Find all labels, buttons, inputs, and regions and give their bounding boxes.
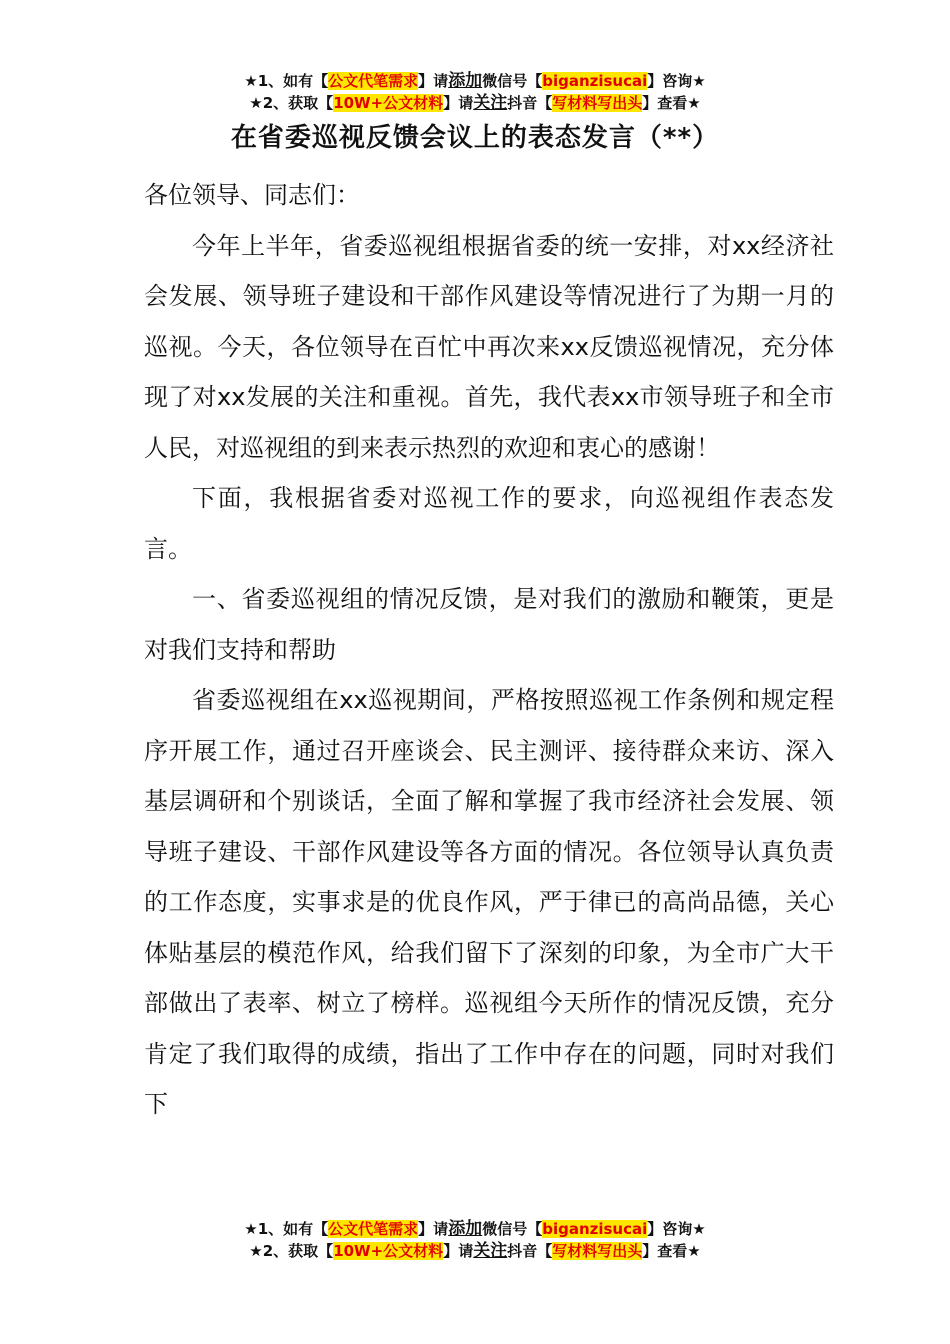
promo-line-1-prefix: ★1、如有【 [244,72,329,90]
promo-line-1-suffix: 】咨询★ [647,72,706,90]
promo-line-2-emphasis: 关注 [473,1241,508,1261]
paragraph: 今年上半年，省委巡视组根据省委的统一安排，对xx经济社会发展、领导班子建设和干部作风建设等情况进行了为期一月的巡视。今天，各位领导在百忙中再次来xx反馈巡视情况，充分体现了对xx发展的关注和重视。首先，我代表xx市领导班子和全市人民，对巡视组的到来表示热烈的欢迎和衷心的感谢！ [144,231,834,462]
promo-line-2-douyin-id: 写材料写出头 [552,1242,643,1260]
promo-line-1-mid2: 微信号【 [482,1220,543,1238]
promo-line-1-mid: 】请 [418,1220,449,1238]
promo-line-2 [0,92,950,114]
promo-line-2-suffix: 】查看★ [642,94,701,112]
promo-line-2-mid: 】请 [443,1242,474,1260]
promo-line-2-highlight-materials: 10W+公文材料 [333,94,444,112]
promo-line-2-emphasis: 关注 [473,93,508,113]
promo-line-1-wechat-id: biganzisucai [542,1220,648,1238]
promo-line-1-mid2: 微信号【 [482,72,543,90]
promo-line-2-suffix: 】查看★ [642,1242,701,1260]
promo-line-1-emphasis: 添加 [448,1219,483,1239]
promo-line-1-highlight-service: 公文代笔需求 [328,1220,419,1238]
promo-line-2-highlight-materials: 10W+公文材料 [333,1242,444,1260]
promo-line-1 [0,1218,950,1240]
bottom-promo-banner [0,1218,950,1262]
document-body [144,170,834,1130]
document-title: 在省委巡视反馈会议上的表态发言（**） [230,123,720,153]
promo-line-2-prefix: ★2、获取【 [249,94,334,112]
promo-line-1 [0,70,950,92]
greeting: 各位领导、同志们： [144,181,360,209]
promo-line-1-mid: 】请 [418,72,449,90]
promo-line-2 [0,1240,950,1262]
promo-line-1-suffix: 】咨询★ [647,1220,706,1238]
top-promo-banner [0,70,950,114]
promo-line-1-emphasis: 添加 [448,71,483,91]
promo-line-1-wechat-id: biganzisucai [542,72,648,90]
promo-line-2-mid: 】请 [443,94,474,112]
promo-line-2-mid2: 抖音【 [507,1242,553,1260]
section-heading: 一、省委巡视组的情况反馈，是对我们的激励和鞭策，更是对我们支持和帮助 [144,585,834,664]
promo-line-1-prefix: ★1、如有【 [244,1220,329,1238]
paragraph: 下面，我根据省委对巡视工作的要求，向巡视组作表态发言。 [144,484,834,563]
promo-line-2-prefix: ★2、获取【 [249,1242,334,1260]
promo-line-2-mid2: 抖音【 [507,94,553,112]
promo-line-1-highlight-service: 公文代笔需求 [328,72,419,90]
promo-line-2-douyin-id: 写材料写出头 [552,94,643,112]
paragraph: 省委巡视组在xx巡视期间，严格按照巡视工作条例和规定程序开展工作，通过召开座谈会、民主测评、接待群众来访、深入基层调研和个别谈话，全面了解和掌握了我市经济社会发展、领导班子建设、干部作风建设等各方面的情况。各位领导认真负责的工作态度，实事求是的优良作风，严于律已的高尚品德，关心体贴基层的模范作风，给我们留下了深刻的印象，为全市广大干部做出了表率、树立了榜样。巡视组今天所作的情况反馈，充分肯定了我们取得的成绩，指出了工作中存在的问题，同时对我们下 [144,686,834,1118]
